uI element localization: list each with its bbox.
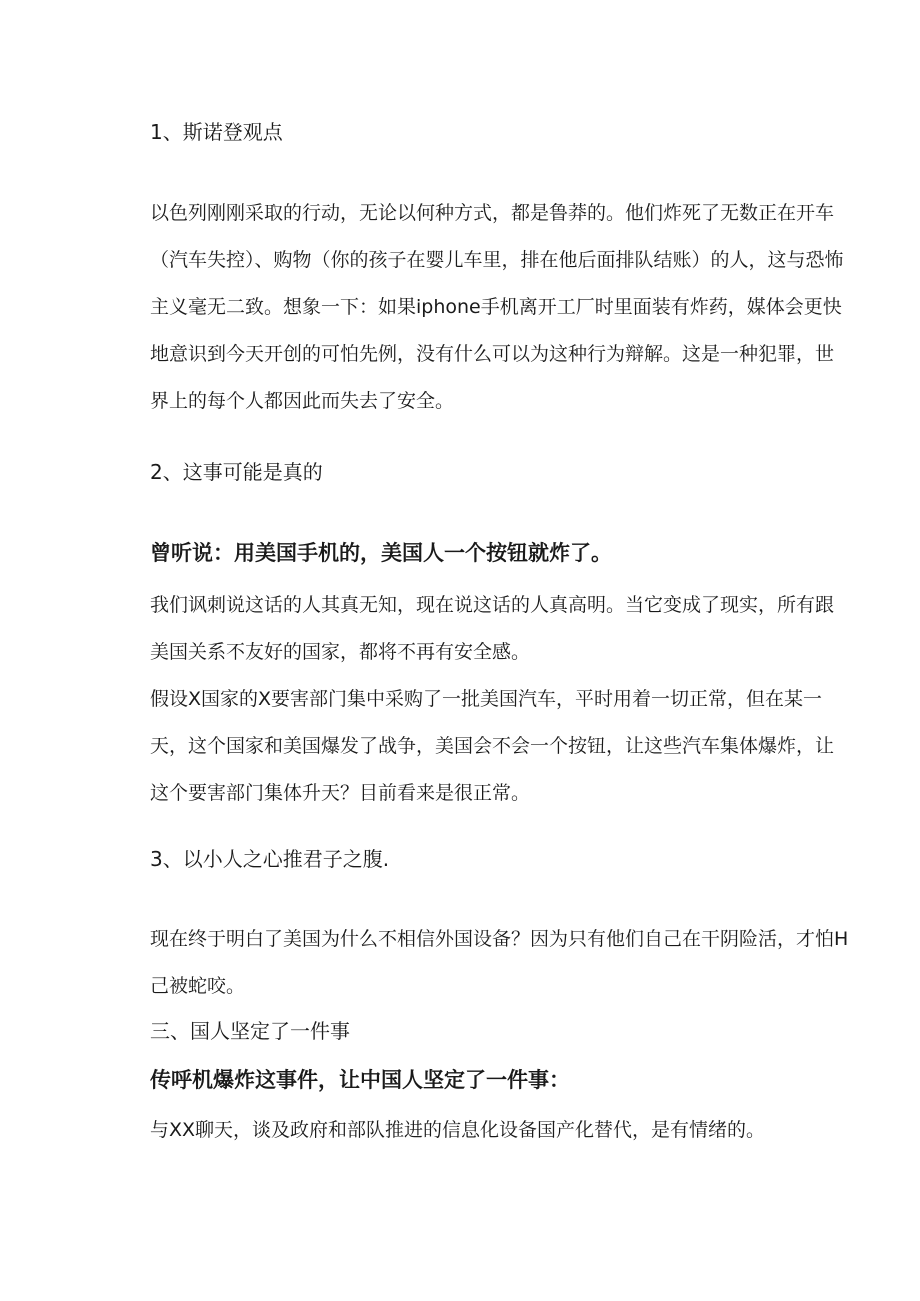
paragraph-text: 假设X国家的X要害部门集中采购了一批美国汽车，平时用着一切正常，但在某一天，这个国家和美国爆发了战争，美国会不会一个按钮，让这些汽车集体爆炸，让这个要害部门集体升天？目前看来是很正常。	[150, 688, 835, 804]
section-heading: 3、以小人之心推君子之腹.	[150, 847, 390, 871]
lead-sentence: 曾听说：用美国手机的，美国人一个按钮就炸了。	[150, 541, 612, 565]
paragraph	[150, 1107, 850, 1154]
paragraph-text: 我们讽刺说这话的人其真无知，现在说这话的人真高明。当它变成了现实，所有跟美国关系不友好的国家，都将不再有安全感。	[150, 594, 835, 663]
paragraph-text: 与XX聊天，谈及政府和部队推进的信息化设备国产化替代，是有情绪的。	[150, 1119, 766, 1141]
paragraph	[150, 582, 850, 676]
paragraph	[150, 676, 850, 817]
lead-sentence: 传呼机爆炸这事件，让中国人坚定了一件事：	[150, 1068, 570, 1092]
paragraph-text: 以色列刚刚采取的行动，无论以何种方式，都是鲁莽的。他们炸死了无数正在开车（汽车失控）、购物（你的孩子在婴儿车里，排在他后面排队结账）的人，这与恐怖主义毫无二致。想象一下：如果iphone手机离开工厂时里面装有炸药，媒体会更快地意识到今天开创的可怕先例，没有什么可以为这种行为辩解。这是一种犯罪，世界上的每个人都因此而失去了安全。	[150, 202, 844, 412]
section-heading: 1、斯诺登观点	[150, 120, 283, 144]
section-heading: 三、国人坚定了一件事	[150, 1019, 350, 1043]
paragraph	[150, 190, 850, 425]
section-heading: 2、这事可能是真的	[150, 460, 323, 484]
paragraph	[150, 916, 850, 1010]
paragraph-text: 现在终于明白了美国为什么不相信外国设备？因为只有他们自己在干阴险活，才怕H己被蛇咬。	[150, 928, 849, 997]
